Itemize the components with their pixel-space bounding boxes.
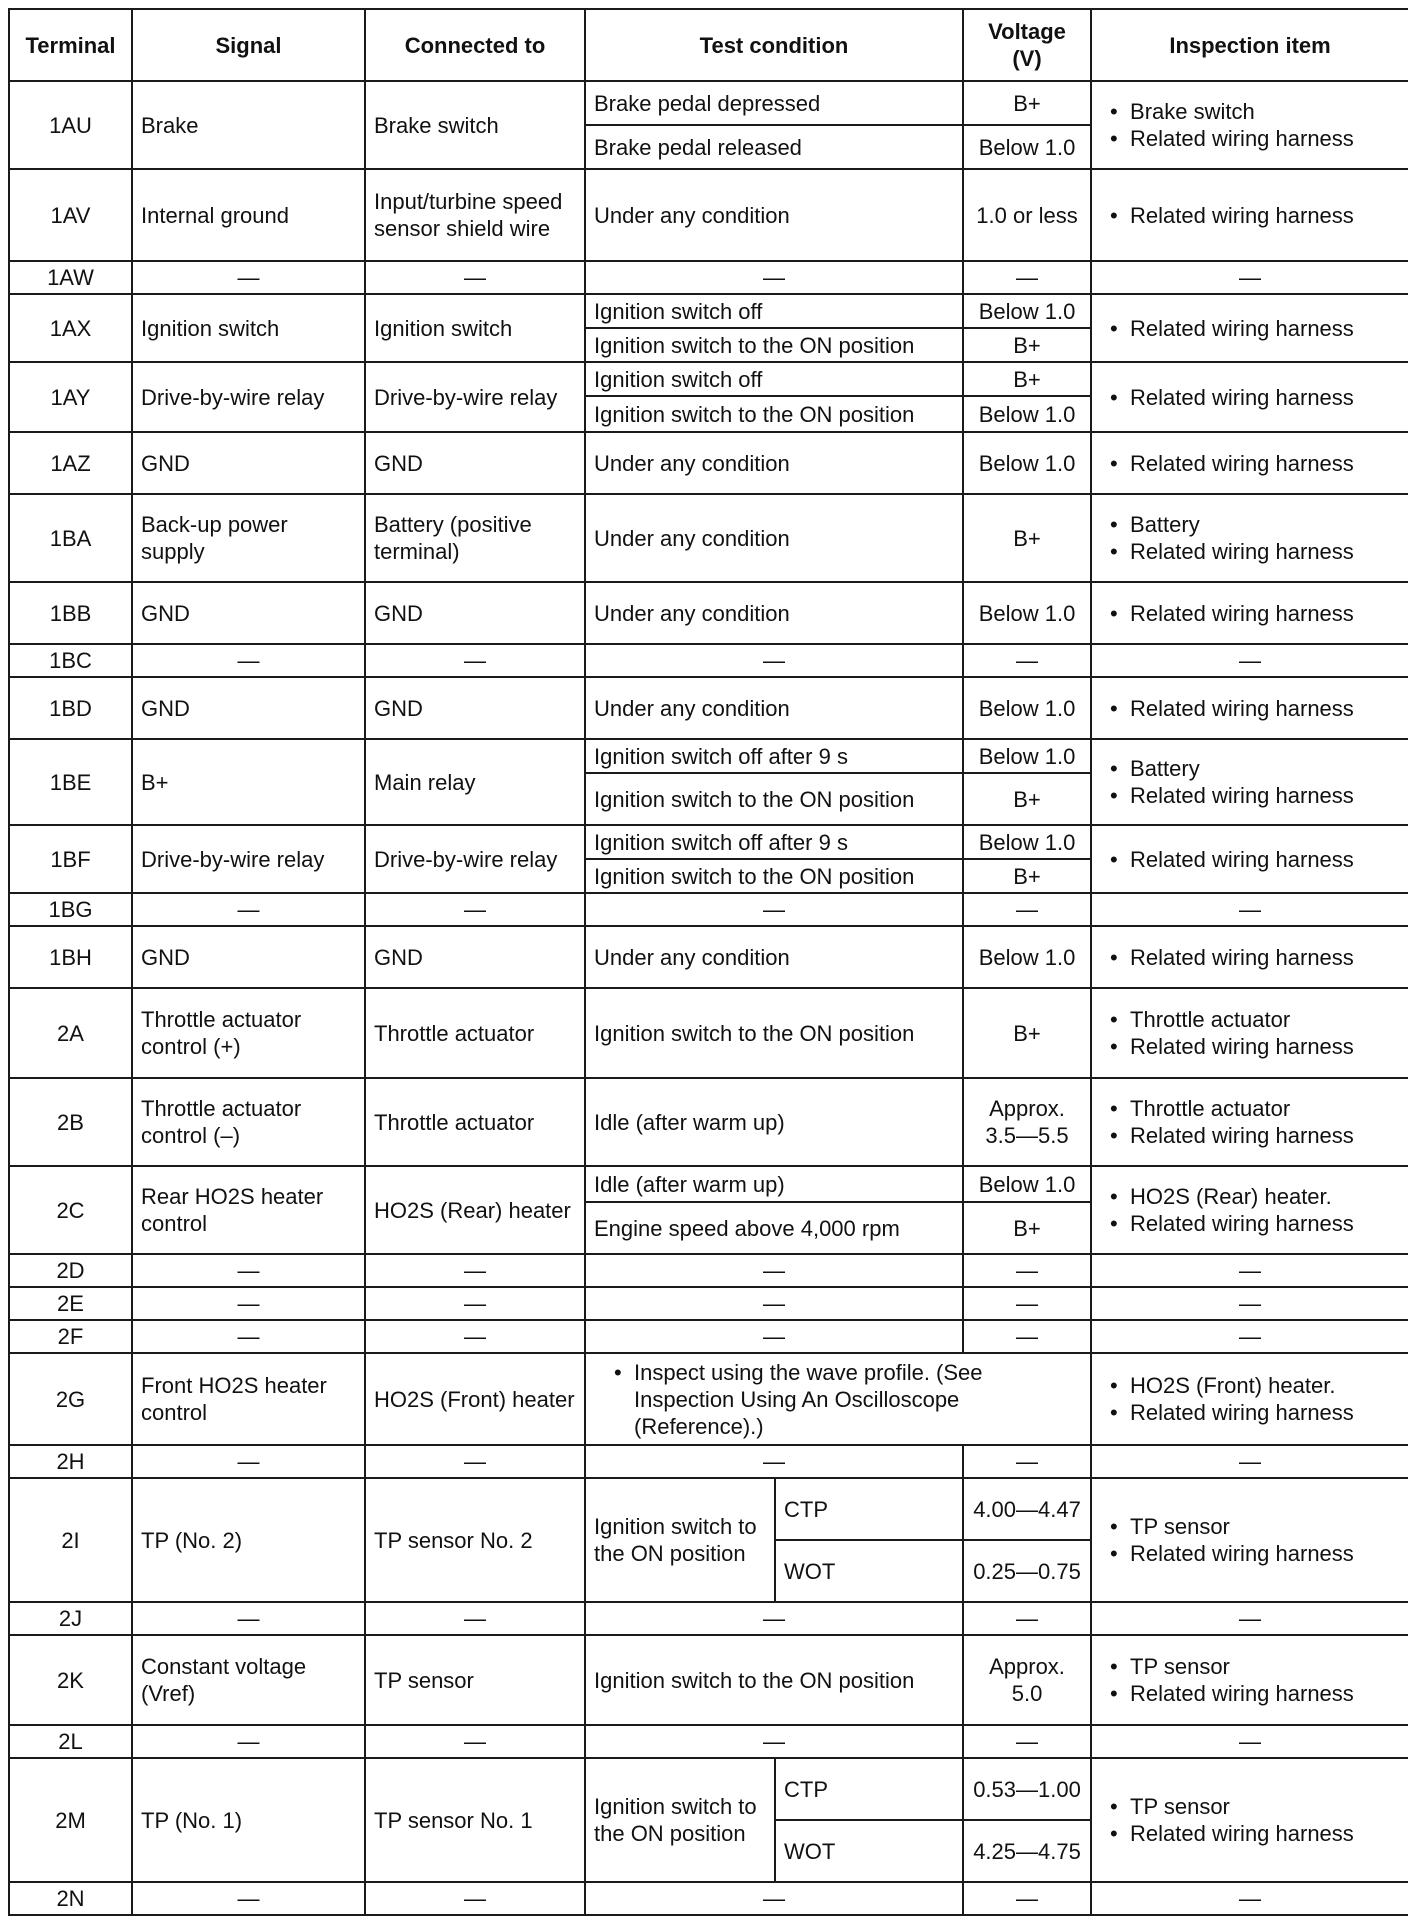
table-row xyxy=(9,739,1408,773)
dash-cell: — xyxy=(963,1602,1091,1635)
voltage-cell: B+ xyxy=(963,773,1091,825)
voltage-cell: Below 1.0 xyxy=(963,825,1091,859)
inspection-item: • Related wiring harness xyxy=(1130,1399,1400,1426)
dash-cell: — xyxy=(1091,1882,1408,1915)
dash-cell: — xyxy=(132,1287,365,1320)
inspection-item: • Related wiring harness xyxy=(1130,450,1400,477)
inspection-item: • Related wiring harness xyxy=(1130,846,1400,873)
signal-cell: Back-up power supply xyxy=(132,494,365,582)
inspection-item: • Throttle actuator xyxy=(1130,1006,1400,1033)
terminal-cell: 2B xyxy=(9,1078,132,1166)
connected-cell: Battery (positive terminal) xyxy=(365,494,585,582)
inspection-item: • Related wiring harness xyxy=(1130,1820,1400,1847)
dash-cell: — xyxy=(585,1254,963,1287)
signal-cell: Drive-by-wire relay xyxy=(132,362,365,432)
header-test-condition: Test condition xyxy=(585,9,963,81)
header-voltage: Voltage (V) xyxy=(963,9,1091,81)
inspection-item: • Related wiring harness xyxy=(1130,125,1400,152)
voltage-cell: B+ xyxy=(963,859,1091,893)
inspection-item: • Throttle actuator xyxy=(1130,1095,1400,1122)
inspection-item: • Related wiring harness xyxy=(1130,1680,1400,1707)
dash-cell: — xyxy=(365,1320,585,1353)
connected-cell: GND xyxy=(365,926,585,988)
condition-cell: Under any condition xyxy=(585,677,963,739)
condition-cell: Ignition switch off xyxy=(585,294,963,328)
terminal-cell: 2C xyxy=(9,1166,132,1254)
condition-cell: Ignition switch to the ON position xyxy=(585,988,963,1078)
dash-cell: — xyxy=(365,1254,585,1287)
dash-cell: — xyxy=(1091,1287,1408,1320)
dash-cell: — xyxy=(132,1254,365,1287)
voltage-cell: Approx. 5.0 xyxy=(963,1635,1091,1725)
inspection-cell xyxy=(1091,1166,1408,1254)
connected-cell: GND xyxy=(365,432,585,494)
connected-cell: TP sensor xyxy=(365,1635,585,1725)
wave-profile-cell xyxy=(585,1353,1091,1445)
condition-cell: Engine speed above 4,000 rpm xyxy=(585,1202,963,1254)
connected-cell: Drive-by-wire relay xyxy=(365,362,585,432)
dash-cell: — xyxy=(365,893,585,926)
condition-cell: Idle (after warm up) xyxy=(585,1166,963,1202)
terminal-cell: 1AW xyxy=(9,261,132,294)
table-row xyxy=(9,1635,1408,1725)
inspection-cell xyxy=(1091,582,1408,644)
voltage-cell: B+ xyxy=(963,362,1091,396)
dash-cell: — xyxy=(365,1882,585,1915)
connected-cell: GND xyxy=(365,677,585,739)
terminal-cell: 2E xyxy=(9,1287,132,1320)
inspection-item: • TP sensor xyxy=(1130,1793,1400,1820)
table-row xyxy=(9,1725,1408,1758)
table-row xyxy=(9,893,1408,926)
condition-cell: Brake pedal released xyxy=(585,125,963,169)
table-row xyxy=(9,1882,1408,1915)
dash-cell: — xyxy=(585,1725,963,1758)
table-row xyxy=(9,988,1408,1078)
table-row xyxy=(9,1320,1408,1353)
inspection-cell xyxy=(1091,1758,1408,1882)
inspection-cell xyxy=(1091,677,1408,739)
dash-cell: — xyxy=(963,1320,1091,1353)
terminal-cell: 2H xyxy=(9,1445,132,1478)
dash-cell: — xyxy=(963,1254,1091,1287)
signal-cell: Throttle actuator control (–) xyxy=(132,1078,365,1166)
table-row xyxy=(9,362,1408,396)
header-terminal: Terminal xyxy=(9,9,132,81)
inspection-item: • Battery xyxy=(1130,511,1400,538)
connected-cell: Main relay xyxy=(365,739,585,825)
table-row xyxy=(9,169,1408,261)
terminal-cell: 1BB xyxy=(9,582,132,644)
table-row xyxy=(9,81,1408,125)
table-row xyxy=(9,1254,1408,1287)
terminal-cell: 2L xyxy=(9,1725,132,1758)
dash-cell: — xyxy=(585,1287,963,1320)
terminal-cell: 2K xyxy=(9,1635,132,1725)
table-row xyxy=(9,261,1408,294)
voltage-cell: B+ xyxy=(963,1202,1091,1254)
inspection-item: • Related wiring harness xyxy=(1130,1210,1400,1237)
connected-cell: TP sensor No. 1 xyxy=(365,1758,585,1882)
terminal-cell: 2G xyxy=(9,1353,132,1445)
signal-cell: Ignition switch xyxy=(132,294,365,362)
dash-cell: — xyxy=(1091,893,1408,926)
dash-cell: — xyxy=(132,1602,365,1635)
inspection-item: • Battery xyxy=(1130,755,1400,782)
terminal-cell: 1AX xyxy=(9,294,132,362)
condition-cell: Ignition switch to the ON position xyxy=(585,1758,775,1882)
table-row xyxy=(9,1166,1408,1202)
inspection-cell xyxy=(1091,362,1408,432)
sub-condition-cell: CTP xyxy=(775,1478,963,1540)
dash-cell: — xyxy=(132,261,365,294)
connected-cell: Throttle actuator xyxy=(365,1078,585,1166)
voltage-cell: Approx. 3.5—5.5 xyxy=(963,1078,1091,1166)
condition-cell: Under any condition xyxy=(585,169,963,261)
inspection-cell xyxy=(1091,988,1408,1078)
inspection-item: • Related wiring harness xyxy=(1130,1122,1400,1149)
condition-cell: Brake pedal depressed xyxy=(585,81,963,125)
terminal-cell: 1AY xyxy=(9,362,132,432)
dash-cell: — xyxy=(365,1602,585,1635)
inspection-item: • HO2S (Rear) heater. xyxy=(1130,1183,1400,1210)
inspection-item: • Related wiring harness xyxy=(1130,1033,1400,1060)
voltage-cell: 0.25—0.75 xyxy=(963,1540,1091,1602)
inspection-item: • TP sensor xyxy=(1130,1513,1400,1540)
wave-profile-note: • Inspect using the wave profile. (See Inspection Using An Oscilloscope (Reference).) xyxy=(594,1359,1082,1440)
inspection-item: • Related wiring harness xyxy=(1130,1540,1400,1567)
inspection-cell xyxy=(1091,1635,1408,1725)
terminal-cell: 2N xyxy=(9,1882,132,1915)
table-row xyxy=(9,677,1408,739)
terminal-cell: 1BA xyxy=(9,494,132,582)
dash-cell: — xyxy=(585,261,963,294)
table-row xyxy=(9,432,1408,494)
voltage-cell: Below 1.0 xyxy=(963,125,1091,169)
connected-cell: Input/turbine speed sensor shield wire xyxy=(365,169,585,261)
voltage-cell: Below 1.0 xyxy=(963,432,1091,494)
condition-cell: Under any condition xyxy=(585,926,963,988)
terminal-cell: 1BD xyxy=(9,677,132,739)
inspection-item: • Related wiring harness xyxy=(1130,202,1400,229)
table-row xyxy=(9,1078,1408,1166)
dash-cell: — xyxy=(1091,644,1408,677)
table-row xyxy=(9,582,1408,644)
table-row xyxy=(9,1445,1408,1478)
table-row xyxy=(9,494,1408,582)
condition-cell: Ignition switch to the ON position xyxy=(585,773,963,825)
dash-cell: — xyxy=(585,893,963,926)
condition-cell: Ignition switch to the ON position xyxy=(585,396,963,432)
dash-cell: — xyxy=(365,1287,585,1320)
inspection-item: • Related wiring harness xyxy=(1130,695,1400,722)
connected-cell: Brake switch xyxy=(365,81,585,169)
voltage-cell: Below 1.0 xyxy=(963,582,1091,644)
voltage-cell: B+ xyxy=(963,81,1091,125)
dash-cell: — xyxy=(1091,261,1408,294)
voltage-cell: 1.0 or less xyxy=(963,169,1091,261)
inspection-cell xyxy=(1091,169,1408,261)
dash-cell: — xyxy=(963,1725,1091,1758)
terminal-cell: 1BC xyxy=(9,644,132,677)
signal-cell: GND xyxy=(132,432,365,494)
inspection-cell xyxy=(1091,1353,1408,1445)
inspection-item: • Related wiring harness xyxy=(1130,782,1400,809)
condition-cell: Ignition switch to the ON position xyxy=(585,328,963,362)
signal-cell: Rear HO2S heater control xyxy=(132,1166,365,1254)
terminal-cell: 1AZ xyxy=(9,432,132,494)
terminal-cell: 2J xyxy=(9,1602,132,1635)
connected-cell: TP sensor No. 2 xyxy=(365,1478,585,1602)
connected-cell: HO2S (Rear) heater xyxy=(365,1166,585,1254)
dash-cell: — xyxy=(963,1445,1091,1478)
terminal-cell: 1AV xyxy=(9,169,132,261)
signal-cell: Internal ground xyxy=(132,169,365,261)
dash-cell: — xyxy=(132,644,365,677)
table-row xyxy=(9,825,1408,859)
sub-condition-cell: CTP xyxy=(775,1758,963,1820)
connected-cell: GND xyxy=(365,582,585,644)
dash-cell: — xyxy=(132,1725,365,1758)
dash-cell: — xyxy=(1091,1254,1408,1287)
condition-cell: Under any condition xyxy=(585,494,963,582)
sub-condition-cell: WOT xyxy=(775,1540,963,1602)
header-signal: Signal xyxy=(132,9,365,81)
connected-cell: Ignition switch xyxy=(365,294,585,362)
connected-cell: HO2S (Front) heater xyxy=(365,1353,585,1445)
table-row xyxy=(9,1353,1408,1445)
voltage-cell: Below 1.0 xyxy=(963,396,1091,432)
condition-cell: Ignition switch off after 9 s xyxy=(585,739,963,773)
table-row xyxy=(9,926,1408,988)
table-row xyxy=(9,294,1408,328)
table-row xyxy=(9,1478,1408,1540)
signal-cell: TP (No. 2) xyxy=(132,1478,365,1602)
terminal-voltage-table-sheet xyxy=(8,8,1408,1916)
voltage-cell: Below 1.0 xyxy=(963,1166,1091,1202)
terminal-cell: 2A xyxy=(9,988,132,1078)
table-row xyxy=(9,1758,1408,1820)
condition-cell: Ignition switch off xyxy=(585,362,963,396)
signal-cell: GND xyxy=(132,582,365,644)
voltage-cell: 0.53—1.00 xyxy=(963,1758,1091,1820)
inspection-item: • Related wiring harness xyxy=(1130,538,1400,565)
signal-cell: TP (No. 1) xyxy=(132,1758,365,1882)
terminal-cell: 2F xyxy=(9,1320,132,1353)
dash-cell: — xyxy=(585,1882,963,1915)
dash-cell: — xyxy=(963,644,1091,677)
inspection-cell xyxy=(1091,825,1408,893)
condition-cell: Under any condition xyxy=(585,582,963,644)
inspection-item: • Related wiring harness xyxy=(1130,944,1400,971)
signal-cell: Front HO2S heater control xyxy=(132,1353,365,1445)
table-row xyxy=(9,1602,1408,1635)
terminal-cell: 1BE xyxy=(9,739,132,825)
condition-cell: Under any condition xyxy=(585,432,963,494)
dash-cell: — xyxy=(585,1602,963,1635)
signal-cell: GND xyxy=(132,926,365,988)
header-row xyxy=(9,9,1408,81)
dash-cell: — xyxy=(1091,1320,1408,1353)
inspection-cell xyxy=(1091,81,1408,169)
dash-cell: — xyxy=(365,261,585,294)
inspection-item: • Brake switch xyxy=(1130,98,1400,125)
inspection-item: • TP sensor xyxy=(1130,1653,1400,1680)
dash-cell: — xyxy=(365,1445,585,1478)
condition-cell: Ignition switch to the ON position xyxy=(585,1478,775,1602)
header-inspection-item: Inspection item xyxy=(1091,9,1408,81)
inspection-item: • Related wiring harness xyxy=(1130,384,1400,411)
inspection-item: • Related wiring harness xyxy=(1130,600,1400,627)
voltage-cell: 4.25—4.75 xyxy=(963,1820,1091,1882)
dash-cell: — xyxy=(963,1287,1091,1320)
dash-cell: — xyxy=(132,1320,365,1353)
inspection-item: • Related wiring harness xyxy=(1130,315,1400,342)
terminal-cell: 1BG xyxy=(9,893,132,926)
signal-cell: Drive-by-wire relay xyxy=(132,825,365,893)
header-connected-to: Connected to xyxy=(365,9,585,81)
dash-cell: — xyxy=(365,1725,585,1758)
dash-cell: — xyxy=(132,1882,365,1915)
dash-cell: — xyxy=(1091,1445,1408,1478)
signal-cell: GND xyxy=(132,677,365,739)
table-row xyxy=(9,644,1408,677)
dash-cell: — xyxy=(1091,1725,1408,1758)
inspection-cell xyxy=(1091,739,1408,825)
terminal-cell: 2M xyxy=(9,1758,132,1882)
signal-cell: Throttle actuator control (+) xyxy=(132,988,365,1078)
inspection-item: • HO2S (Front) heater. xyxy=(1130,1372,1400,1399)
signal-cell: Brake xyxy=(132,81,365,169)
dash-cell: — xyxy=(963,261,1091,294)
dash-cell: — xyxy=(132,1445,365,1478)
voltage-cell: B+ xyxy=(963,494,1091,582)
dash-cell: — xyxy=(585,1445,963,1478)
terminal-voltage-table xyxy=(8,8,1408,1916)
dash-cell: — xyxy=(963,1882,1091,1915)
dash-cell: — xyxy=(1091,1602,1408,1635)
condition-cell: Ignition switch off after 9 s xyxy=(585,825,963,859)
signal-cell: B+ xyxy=(132,739,365,825)
voltage-cell: Below 1.0 xyxy=(963,677,1091,739)
terminal-cell: 2D xyxy=(9,1254,132,1287)
inspection-cell xyxy=(1091,1478,1408,1602)
inspection-cell xyxy=(1091,1078,1408,1166)
connected-cell: Throttle actuator xyxy=(365,988,585,1078)
voltage-cell: Below 1.0 xyxy=(963,926,1091,988)
condition-cell: Ignition switch to the ON position xyxy=(585,1635,963,1725)
inspection-cell xyxy=(1091,926,1408,988)
voltage-cell: Below 1.0 xyxy=(963,294,1091,328)
condition-cell: Idle (after warm up) xyxy=(585,1078,963,1166)
table-row xyxy=(9,1287,1408,1320)
inspection-cell xyxy=(1091,432,1408,494)
dash-cell: — xyxy=(132,893,365,926)
terminal-cell: 1BH xyxy=(9,926,132,988)
terminal-cell: 1BF xyxy=(9,825,132,893)
sub-condition-cell: WOT xyxy=(775,1820,963,1882)
dash-cell: — xyxy=(585,644,963,677)
condition-cell: Ignition switch to the ON position xyxy=(585,859,963,893)
voltage-cell: B+ xyxy=(963,328,1091,362)
dash-cell: — xyxy=(963,893,1091,926)
voltage-cell: Below 1.0 xyxy=(963,739,1091,773)
terminal-cell: 2I xyxy=(9,1478,132,1602)
dash-cell: — xyxy=(585,1320,963,1353)
voltage-cell: B+ xyxy=(963,988,1091,1078)
inspection-cell xyxy=(1091,494,1408,582)
terminal-cell: 1AU xyxy=(9,81,132,169)
connected-cell: Drive-by-wire relay xyxy=(365,825,585,893)
signal-cell: Constant voltage (Vref) xyxy=(132,1635,365,1725)
voltage-cell: 4.00—4.47 xyxy=(963,1478,1091,1540)
dash-cell: — xyxy=(365,644,585,677)
inspection-cell xyxy=(1091,294,1408,362)
